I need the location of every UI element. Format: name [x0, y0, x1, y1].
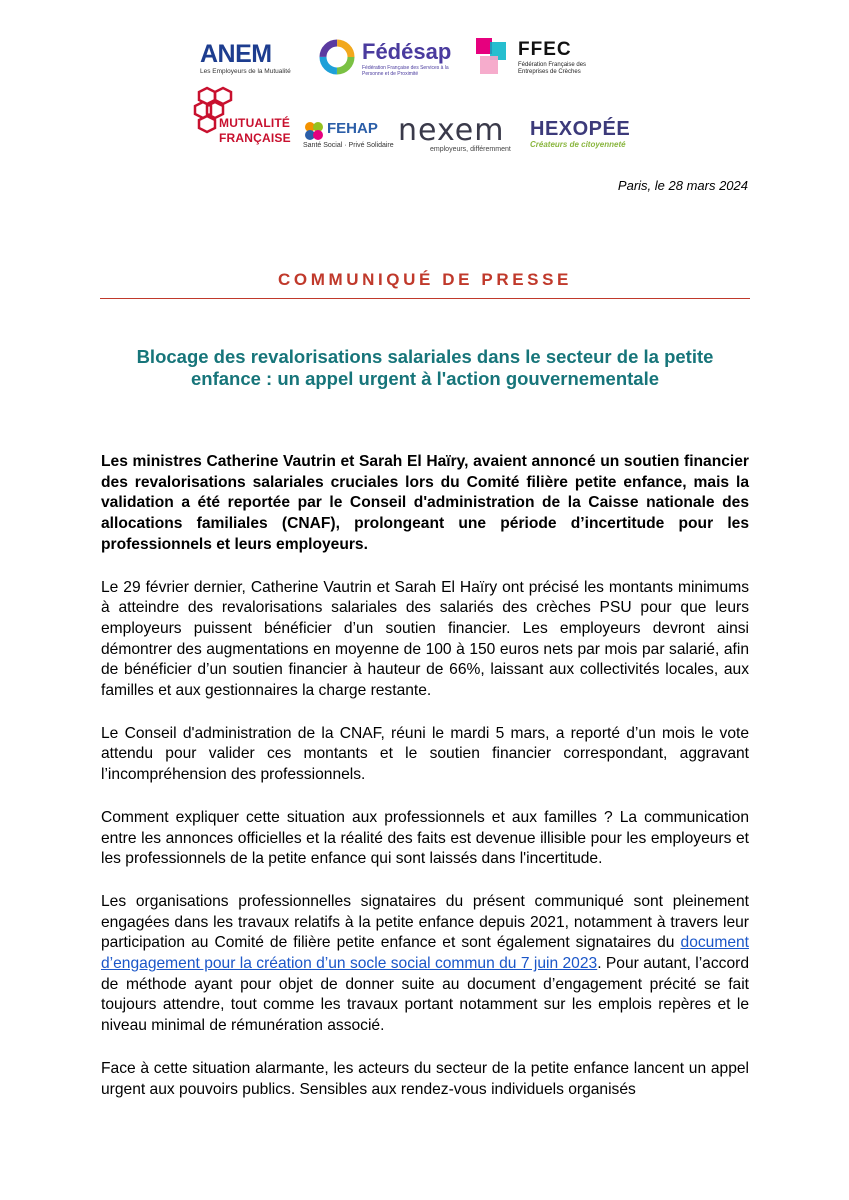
paragraph-1: Le 29 février dernier, Catherine Vautrin et Sarah El Haïry ont précisé les montants minimums à atteindre des revalorisations salariales des salariés des crèches PSU pour que leurs employeurs puissent bénéficier d’un soutien financier. Les employeurs devront ainsi démontrer des augmentations en moyenne de 100 à 150 euros nets par mois par salarié, afin de bénéficier d’un soutien financier à hauteur de 66%, laissant aux collectivités locales, aux familles et aux gestionnaires la charge restante.	[101, 578, 749, 700]
ffec-logo-word: FFEC	[518, 39, 572, 60]
paragraph-2: Le Conseil d'administration de la CNAF, réuni le mardi 5 mars, a reporté d’un mois le vote attendu pour valider ces montants et le soutien financier correspondant, aggravant l’incompréhension des professionnels.	[101, 724, 749, 784]
paragraph-4-text-before: Les organisations professionnelles signataires du présent communiqué sont pleinement engagées dans les travaux relatifs à la petite enfance depuis 2021, notamment à travers leur participation au Comité de filière petite enfance et sont également signataires du	[101, 892, 749, 952]
press-release-title: COMMUNIQUÉ DE PRESSE	[278, 270, 572, 289]
hexopee-logo	[530, 118, 650, 158]
paragraph-5: Face à cette situation alarmante, les acteurs du secteur de la petite enfance lancent un appel urgent aux pouvoirs publics. Sensibles aux rendez-vous individuels organisés	[101, 1059, 749, 1098]
ffec-mark-icon	[470, 34, 512, 78]
fedesap-logo-word: Fédésap	[362, 39, 452, 64]
fehap-flower-icon	[303, 120, 325, 142]
mutualite-logo-text	[219, 116, 291, 146]
title-divider	[100, 298, 750, 299]
headline: Blocage des revalorisations salariales dans le secteur de la petite enfance : un appel urgent à l'action gouvernementale	[136, 346, 714, 389]
paragraph-3: Comment expliquer cette situation aux professionnels et aux familles ? La communication entre les annonces officielles et la réalité des faits est devenue illisible pour les employeurs et les professionnels de la petite enfance qui sont laissés dans l'incertitude.	[101, 808, 749, 868]
mutualite-logo-line2: FRANÇAISE	[219, 131, 291, 145]
body-text	[101, 452, 749, 1122]
nexem-logo-word: nexem	[398, 113, 505, 148]
nexem-logo-subtitle: employeurs, différemment	[430, 146, 511, 153]
mutualite-logo-line1: MUTUALITÉ	[219, 116, 291, 130]
fedesap-logo-subtitle: Fédération Française des Services à la Personne et de Proximité	[362, 65, 449, 77]
document-date: Paris, le 28 mars 2024	[617, 178, 748, 193]
paragraph-4-text-after: . Pour autant, l’accord de méthode ayant pour objet de donner suite au document d’engagement précité se fait toujours attendre, tout comme les travaux portant notamment sur les emplois repères et le niveau minimal de rémunération associé.	[101, 955, 749, 1035]
anem-logo	[200, 40, 295, 80]
hexopee-logo-subtitle: Créateurs de citoyenneté	[530, 140, 626, 149]
ffec-logo	[470, 34, 590, 80]
lead-paragraph: Les ministres Catherine Vautrin et Sarah El Haïry, avaient annoncé un soutien financier des revalorisations salariales cruciales lors du Comité filière petite enfance, mais la validation a été reportée par le Conseil d'administration de la Caisse nationale des allocations familiales (CNAF), prolongeant une période d’incertitude pour les professionnels et leurs employeurs.	[101, 453, 749, 553]
hexopee-logo-word: HEXOPÉE	[530, 118, 631, 140]
fehap-logo	[303, 118, 403, 154]
nexem-logo	[398, 113, 523, 156]
anem-logo-subtitle: Les Employeurs de la Mutualité	[200, 68, 291, 75]
engagement-document-link[interactable]: document d’engagement pour la création d’un socle social commun du 7 juin 2023	[101, 934, 749, 973]
partner-logos	[0, 0, 849, 170]
fehap-logo-subtitle: Santé Social · Privé Solidaire	[303, 142, 394, 149]
paragraph-4	[101, 892, 749, 1037]
mutualite-francaise-logo	[193, 86, 293, 152]
fedesap-ring-icon	[318, 38, 356, 76]
ffec-logo-subtitle: Fédération Française des Entreprises de Crèches	[518, 62, 587, 75]
fedesap-logo	[318, 38, 458, 80]
fehap-logo-word: FEHAP	[327, 120, 378, 137]
anem-logo-word: ANEM	[200, 40, 272, 68]
